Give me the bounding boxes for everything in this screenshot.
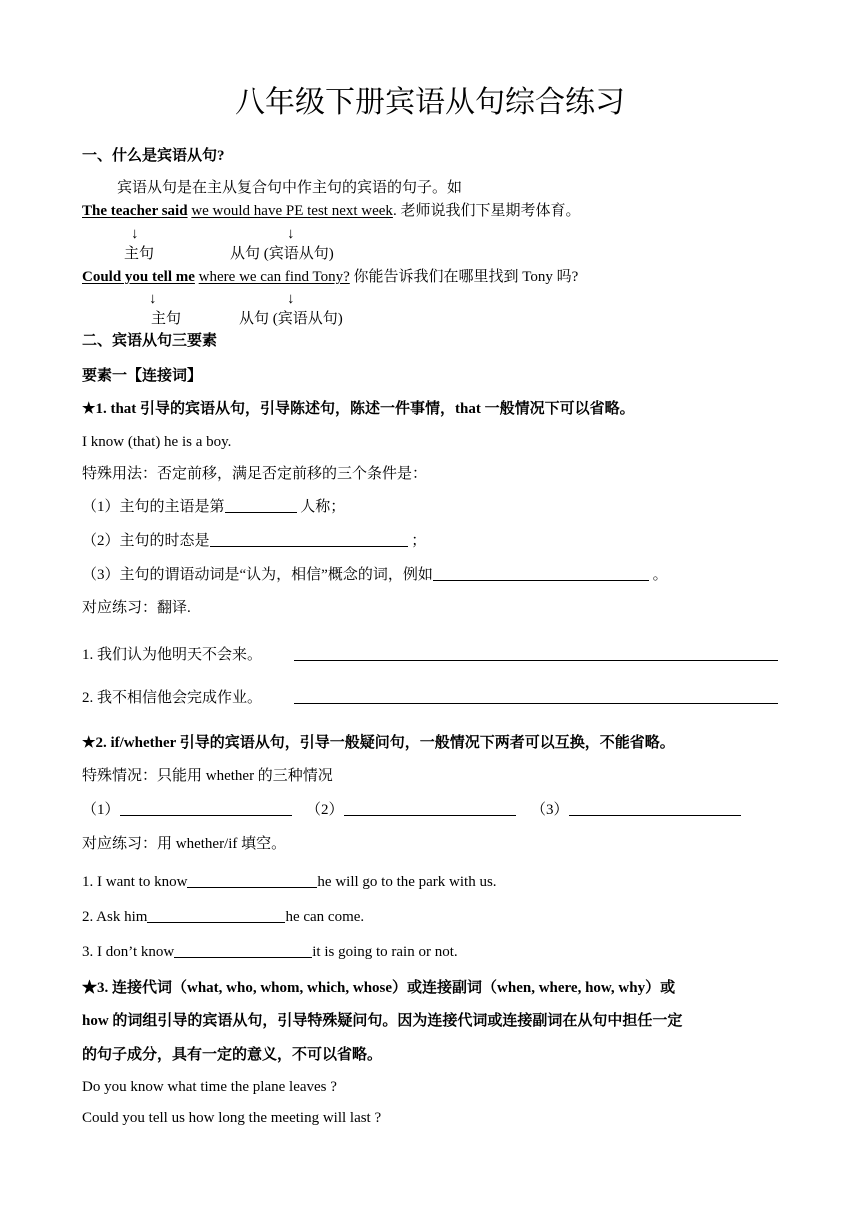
blank-field[interactable] [433,565,649,581]
point-1-example: I know (that) he is a boy. [82,434,232,450]
blank-field[interactable] [147,907,285,923]
condition-1-suffix: 人称； [296,499,346,515]
label-main-clause: 主句 [124,246,155,262]
condition-3-text: （3）主句的谓语动词是“认为，相信”概念的词，例如 [82,567,433,583]
label-main-clause: 主句 [151,311,182,327]
blank-field[interactable] [344,800,516,816]
fill-in-1-end: he will go to the park with us. [317,874,497,890]
element-1-heading: 要素一【连接词】 [82,368,203,384]
condition-3-suffix: 。 [648,567,668,583]
point-3-title-line-2: how 的词组引导的宾语从句，引导特殊疑问句。因为连接代词或连接副词在从句中担任一定 [82,1013,683,1029]
practice-1-heading: 对应练习：翻译. [82,600,191,616]
condition-2-text: （2）主句的时态是 [82,533,210,549]
whether-case-2 [306,800,516,820]
answer-line[interactable] [294,703,778,704]
example-2-object-clause: where we can find Tony? [198,269,350,285]
label-object-clause: 从句 (宾语从句) [230,246,334,262]
label-object-clause: 从句 (宾语从句) [239,311,343,327]
fill-in-3-start: 3. I don’t know [82,944,175,960]
example-2-main-clause: Could you tell me [82,269,195,285]
blank-field[interactable] [569,800,741,816]
point-3-example-1: Do you know what time the plane leaves ? [82,1079,337,1095]
example-1-object-clause: we would have PE test next week [191,203,393,219]
example-2 [82,267,578,287]
example-1-main-clause: The teacher said [82,203,188,219]
section-2-heading: 二、宾语从句三要素 [82,333,218,349]
condition-1-text: （1）主句的主语是第 [82,499,225,515]
practice-2-heading: 对应练习：用 whether/if 填空。 [82,836,287,852]
fill-in-2-end: he can come. [285,909,365,925]
case-number: （3） [531,802,569,818]
whether-case-1 [82,800,292,820]
fill-in-2-start: 2. Ask him [82,909,148,925]
arrow-icon: ↓ [287,226,295,242]
blank-field[interactable] [210,531,408,547]
point-3-title-line-1: ★3. 连接代词（what, who, whom, which, whose）或连接副词（when, where, how, why）或 [82,980,676,996]
fill-in-3 [82,942,458,962]
blank-field[interactable] [120,800,292,816]
arrow-icon: ↓ [287,291,295,307]
fill-in-2 [82,907,364,927]
condition-1 [82,497,345,517]
point-3-title-line-3: 的句子成分，具有一定的意义，不可以省略。 [82,1047,383,1063]
case-number: （2） [306,802,344,818]
fill-in-1 [82,872,497,892]
blank-field[interactable] [187,872,317,888]
blank-field[interactable] [225,497,297,513]
section-1-heading: 一、什么是宾语从句? [82,148,225,164]
case-number: （1） [82,802,120,818]
point-1-title: ★1. that 引导的宾语从句，引导陈述句，陈述一件事情，that 一般情况下可以省略。 [82,401,635,417]
arrow-icon: ↓ [149,291,157,307]
definition-text: 宾语从句是在主从复合句中作主句的宾语的句子。如 [117,180,463,196]
arrow-icon: ↓ [131,226,139,242]
point-2-title: ★2. if/whether 引导的宾语从句，引导一般疑问句，一般情况下两者可以互换，不能省略。 [82,735,675,751]
answer-line[interactable] [294,660,778,661]
fill-in-1-start: 1. I want to know [82,874,188,890]
point-2-special-case: 特殊情况：只能用 whether 的三种情况 [82,768,333,784]
whether-case-3 [531,800,741,820]
page-title: 八年级下册宾语从句综合练习 [235,86,625,119]
fill-in-3-end: it is going to rain or not. [312,944,458,960]
condition-3 [82,565,668,585]
point-1-special-usage: 特殊用法：否定前移，满足否定前移的三个条件是： [82,466,428,482]
condition-2-suffix: ； [407,533,427,549]
example-2-translation: 你能告诉我们在哪里找到 Tony 吗? [349,269,579,285]
condition-2 [82,531,426,551]
example-1-translation: . 老师说我们下星期考体育。 [392,203,581,219]
blank-field[interactable] [174,942,312,958]
translation-question-1: 1. 我们认为他明天不会来。 [82,647,263,663]
point-3-example-2: Could you tell us how long the meeting will last ? [82,1110,382,1126]
example-1 [82,201,580,221]
translation-question-2: 2. 我不相信他会完成作业。 [82,690,263,706]
